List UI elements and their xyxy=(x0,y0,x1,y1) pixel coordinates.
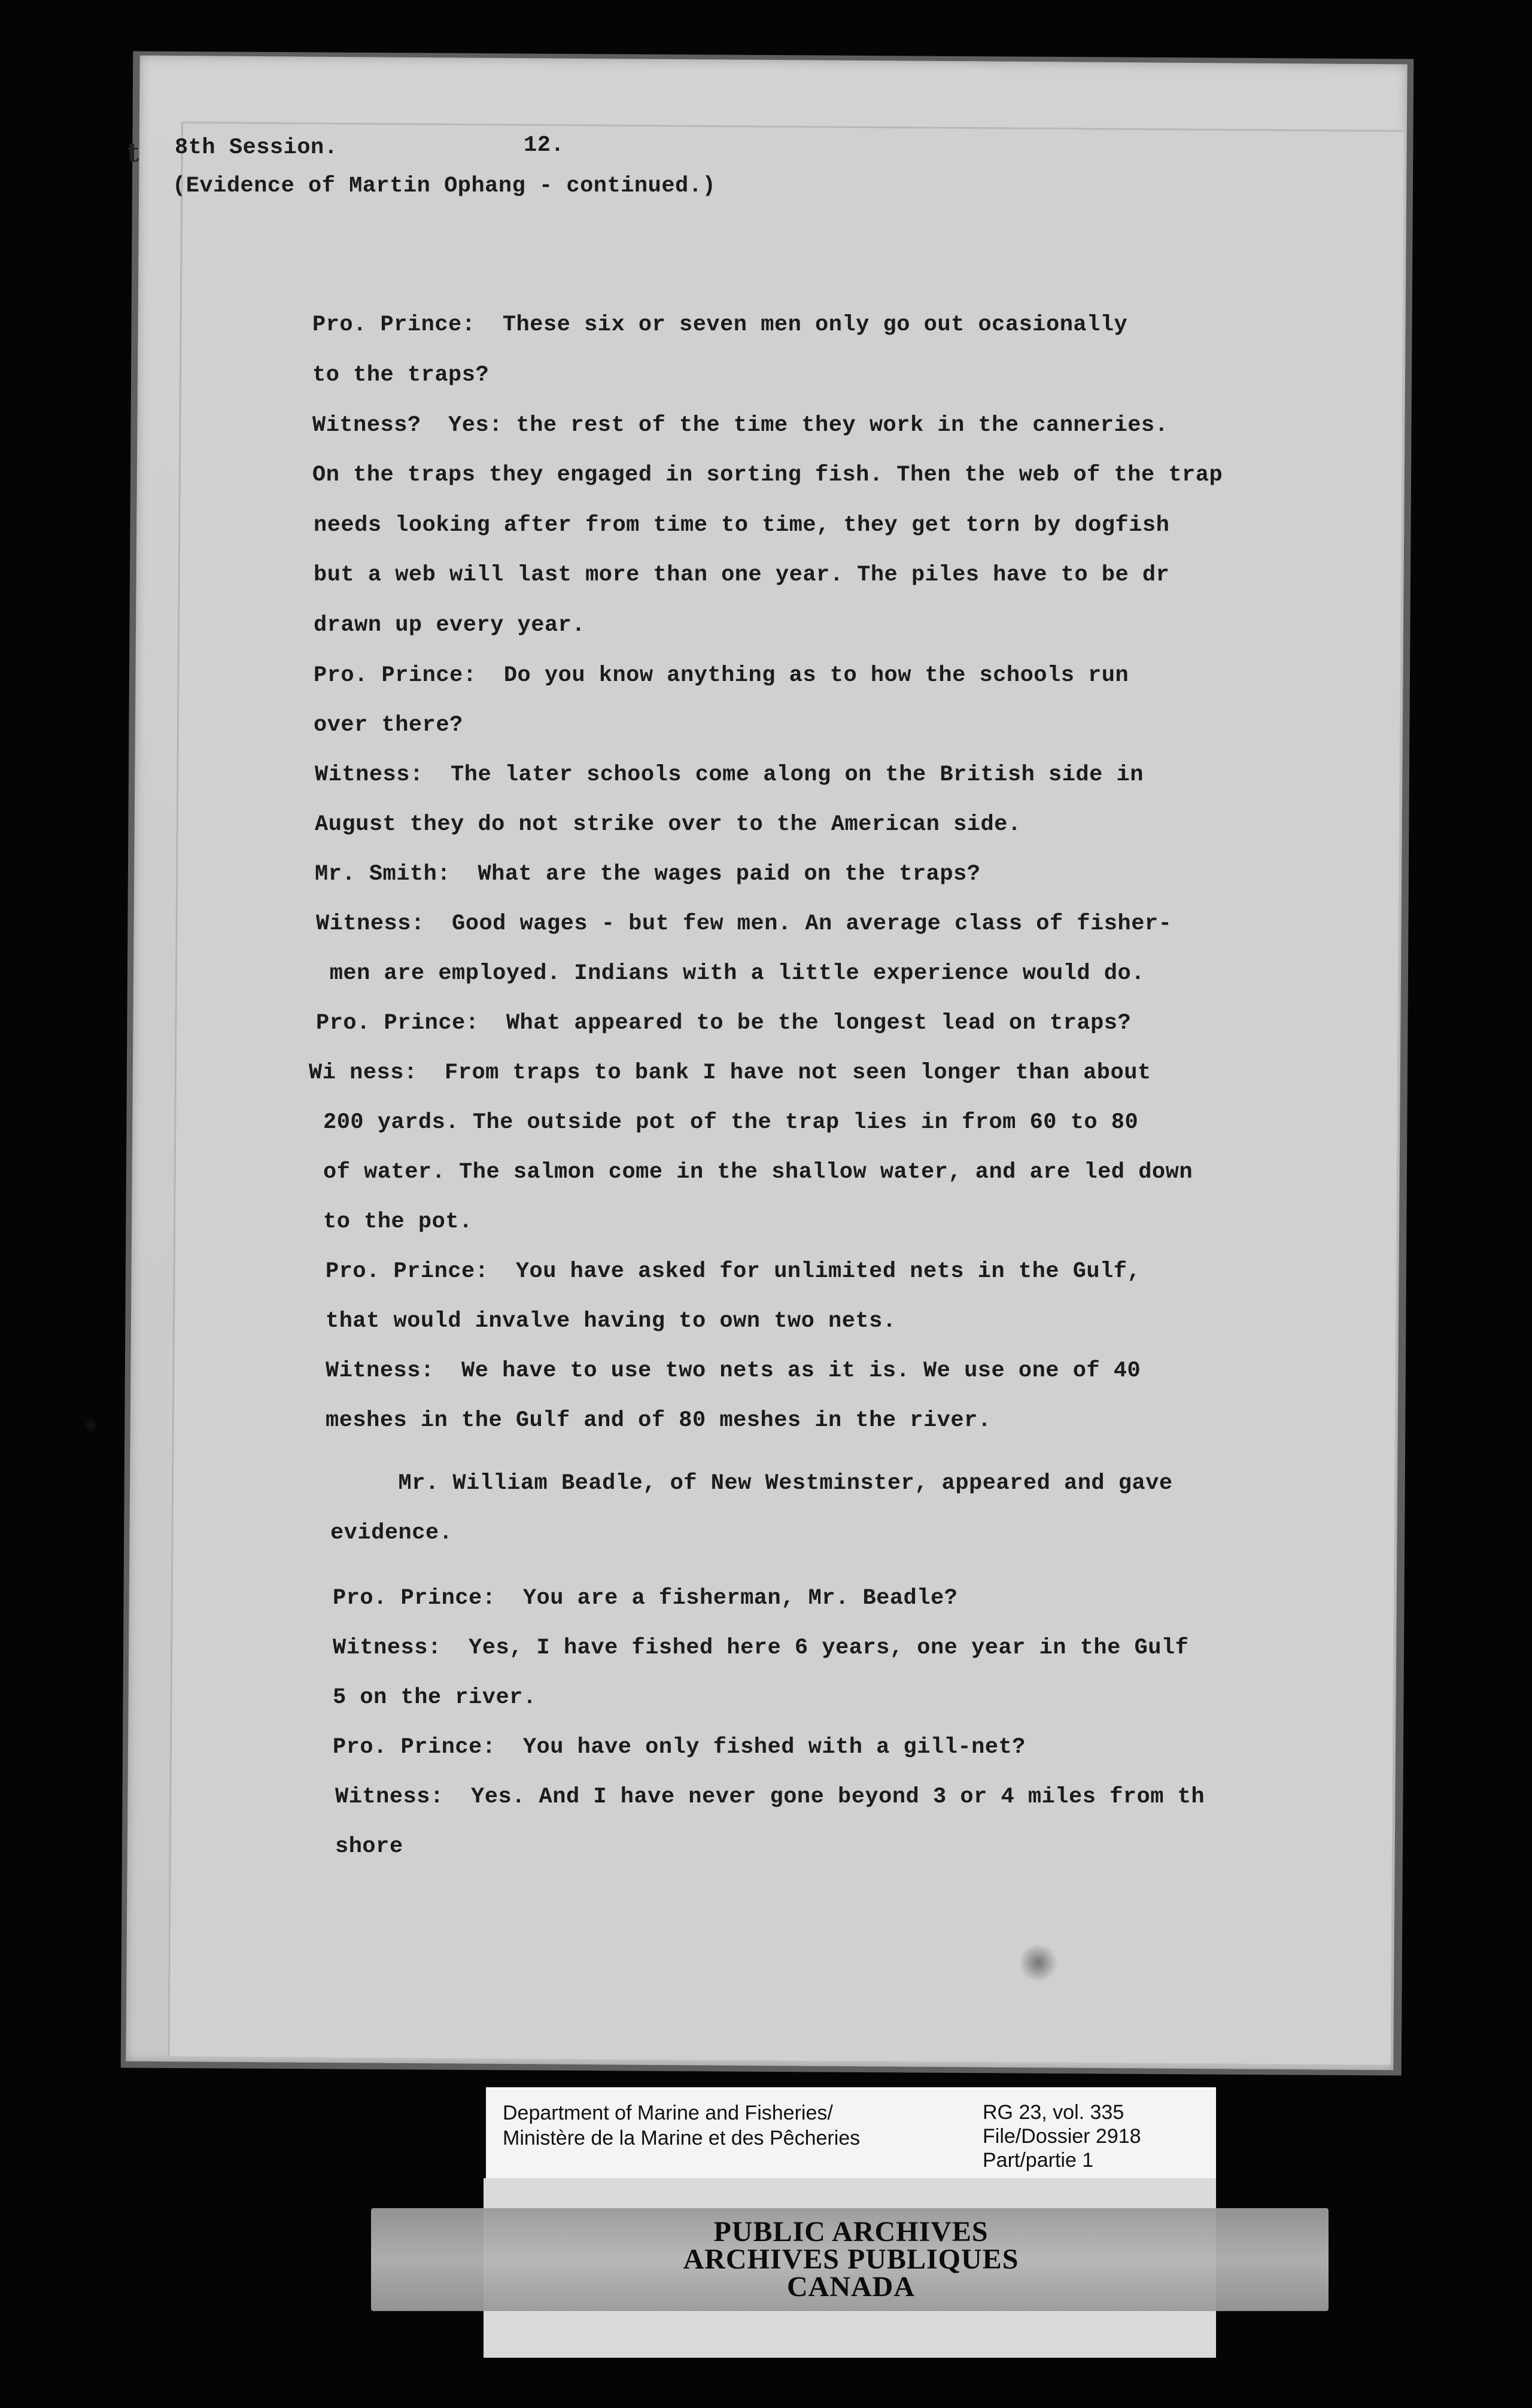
text-line: Mr. Smith: What are the wages paid on the traps? xyxy=(315,862,981,887)
text-line: but a web will last more than one year. The piles have to be dr xyxy=(314,563,1170,588)
record-group: RG 23, vol. 335 xyxy=(983,2101,1124,2124)
part-number: Part/partie 1 xyxy=(983,2149,1094,2172)
text-line: that would invalve having to own two nets. xyxy=(326,1309,896,1334)
text-line: needs looking after from time to time, they get torn by dogfish xyxy=(314,513,1170,538)
text-line: Witness: Yes, I have fished here 6 years, one year in the Gulf xyxy=(333,1635,1189,1661)
stamp-line-canada: CANADA xyxy=(787,2271,915,2303)
text-line: meshes in the Gulf and of 80 meshes in the river. xyxy=(326,1408,992,1433)
text-line: Witness: We have to use two nets as it is. We use one of 40 xyxy=(326,1358,1141,1384)
department-en: Department of Marine and Fisheries/ xyxy=(503,2102,833,2124)
text-line: Pro. Prince: These six or seven men only go out ocasionally xyxy=(312,312,1128,338)
text-line: Mr. William Beadle, of New Westminster, appeared and gave xyxy=(330,1471,1173,1496)
text-line: Pro. Prince: You have asked for unlimited nets in the Gulf, xyxy=(326,1259,1141,1284)
page-number: 12. xyxy=(524,133,565,158)
text-line: shore xyxy=(335,1834,403,1859)
file-number: File/Dossier 2918 xyxy=(983,2125,1141,2148)
text-line: 200 yards. The outside pot of the trap lies in from 60 to 80 xyxy=(323,1110,1139,1135)
department-fr: Ministère de la Marine et des Pêcheries xyxy=(503,2127,861,2149)
text-line: Witness: Good wages - but few men. An average class of fisher- xyxy=(316,911,1172,937)
text-line: to the pot. xyxy=(323,1209,473,1235)
text-line: of water. The salmon come in the shallow water, and are led down xyxy=(323,1160,1193,1185)
text-line: Pro. Prince: You are a fisherman, Mr. Beadle? xyxy=(333,1586,958,1611)
text-line: August they do not strike over to the American side. xyxy=(315,812,1022,837)
text-line: evidence. xyxy=(330,1521,453,1546)
text-line: over there? xyxy=(314,713,463,738)
session-header: 8th Session. xyxy=(175,135,338,160)
text-line: Witness: The later schools come along on the British side in xyxy=(315,762,1144,788)
stamp-line-public-archives: PUBLIC ARCHIVES xyxy=(713,2216,989,2248)
text-line: Witness? Yes: the rest of the time they work in the canneries. xyxy=(312,413,1169,438)
text-line: 5 on the river. xyxy=(333,1685,537,1710)
text-line: Wi ness: From traps to bank I have not seen longer than about xyxy=(309,1060,1151,1086)
text-line: men are employed. Indians with a little experience would do. xyxy=(316,961,1145,986)
text-line: Pro. Prince: Do you know anything as to how the schools run xyxy=(314,663,1129,688)
text-line: drawn up every year. xyxy=(314,613,586,638)
text-line: Witness: Yes. And I have never gone beyond 3 or 4 miles from th xyxy=(335,1784,1205,1810)
film-speck xyxy=(84,1418,98,1433)
text-line: On the traps they engaged in sorting fish. Then the web of the trap xyxy=(312,463,1223,488)
text-line: to the traps? xyxy=(312,363,490,388)
text-line: Pro. Prince: What appeared to be the longest lead on traps? xyxy=(316,1011,1132,1036)
margin-mark: t xyxy=(127,138,139,168)
text-line: Pro. Prince: You have only fished with a gill-net? xyxy=(333,1735,1026,1760)
stamp-line-archives-publiques: ARCHIVES PUBLIQUES xyxy=(683,2243,1019,2275)
continued-note: (Evidence of Martin Ophang - continued.) xyxy=(172,174,716,199)
archives-stamp xyxy=(486,0,1216,2408)
